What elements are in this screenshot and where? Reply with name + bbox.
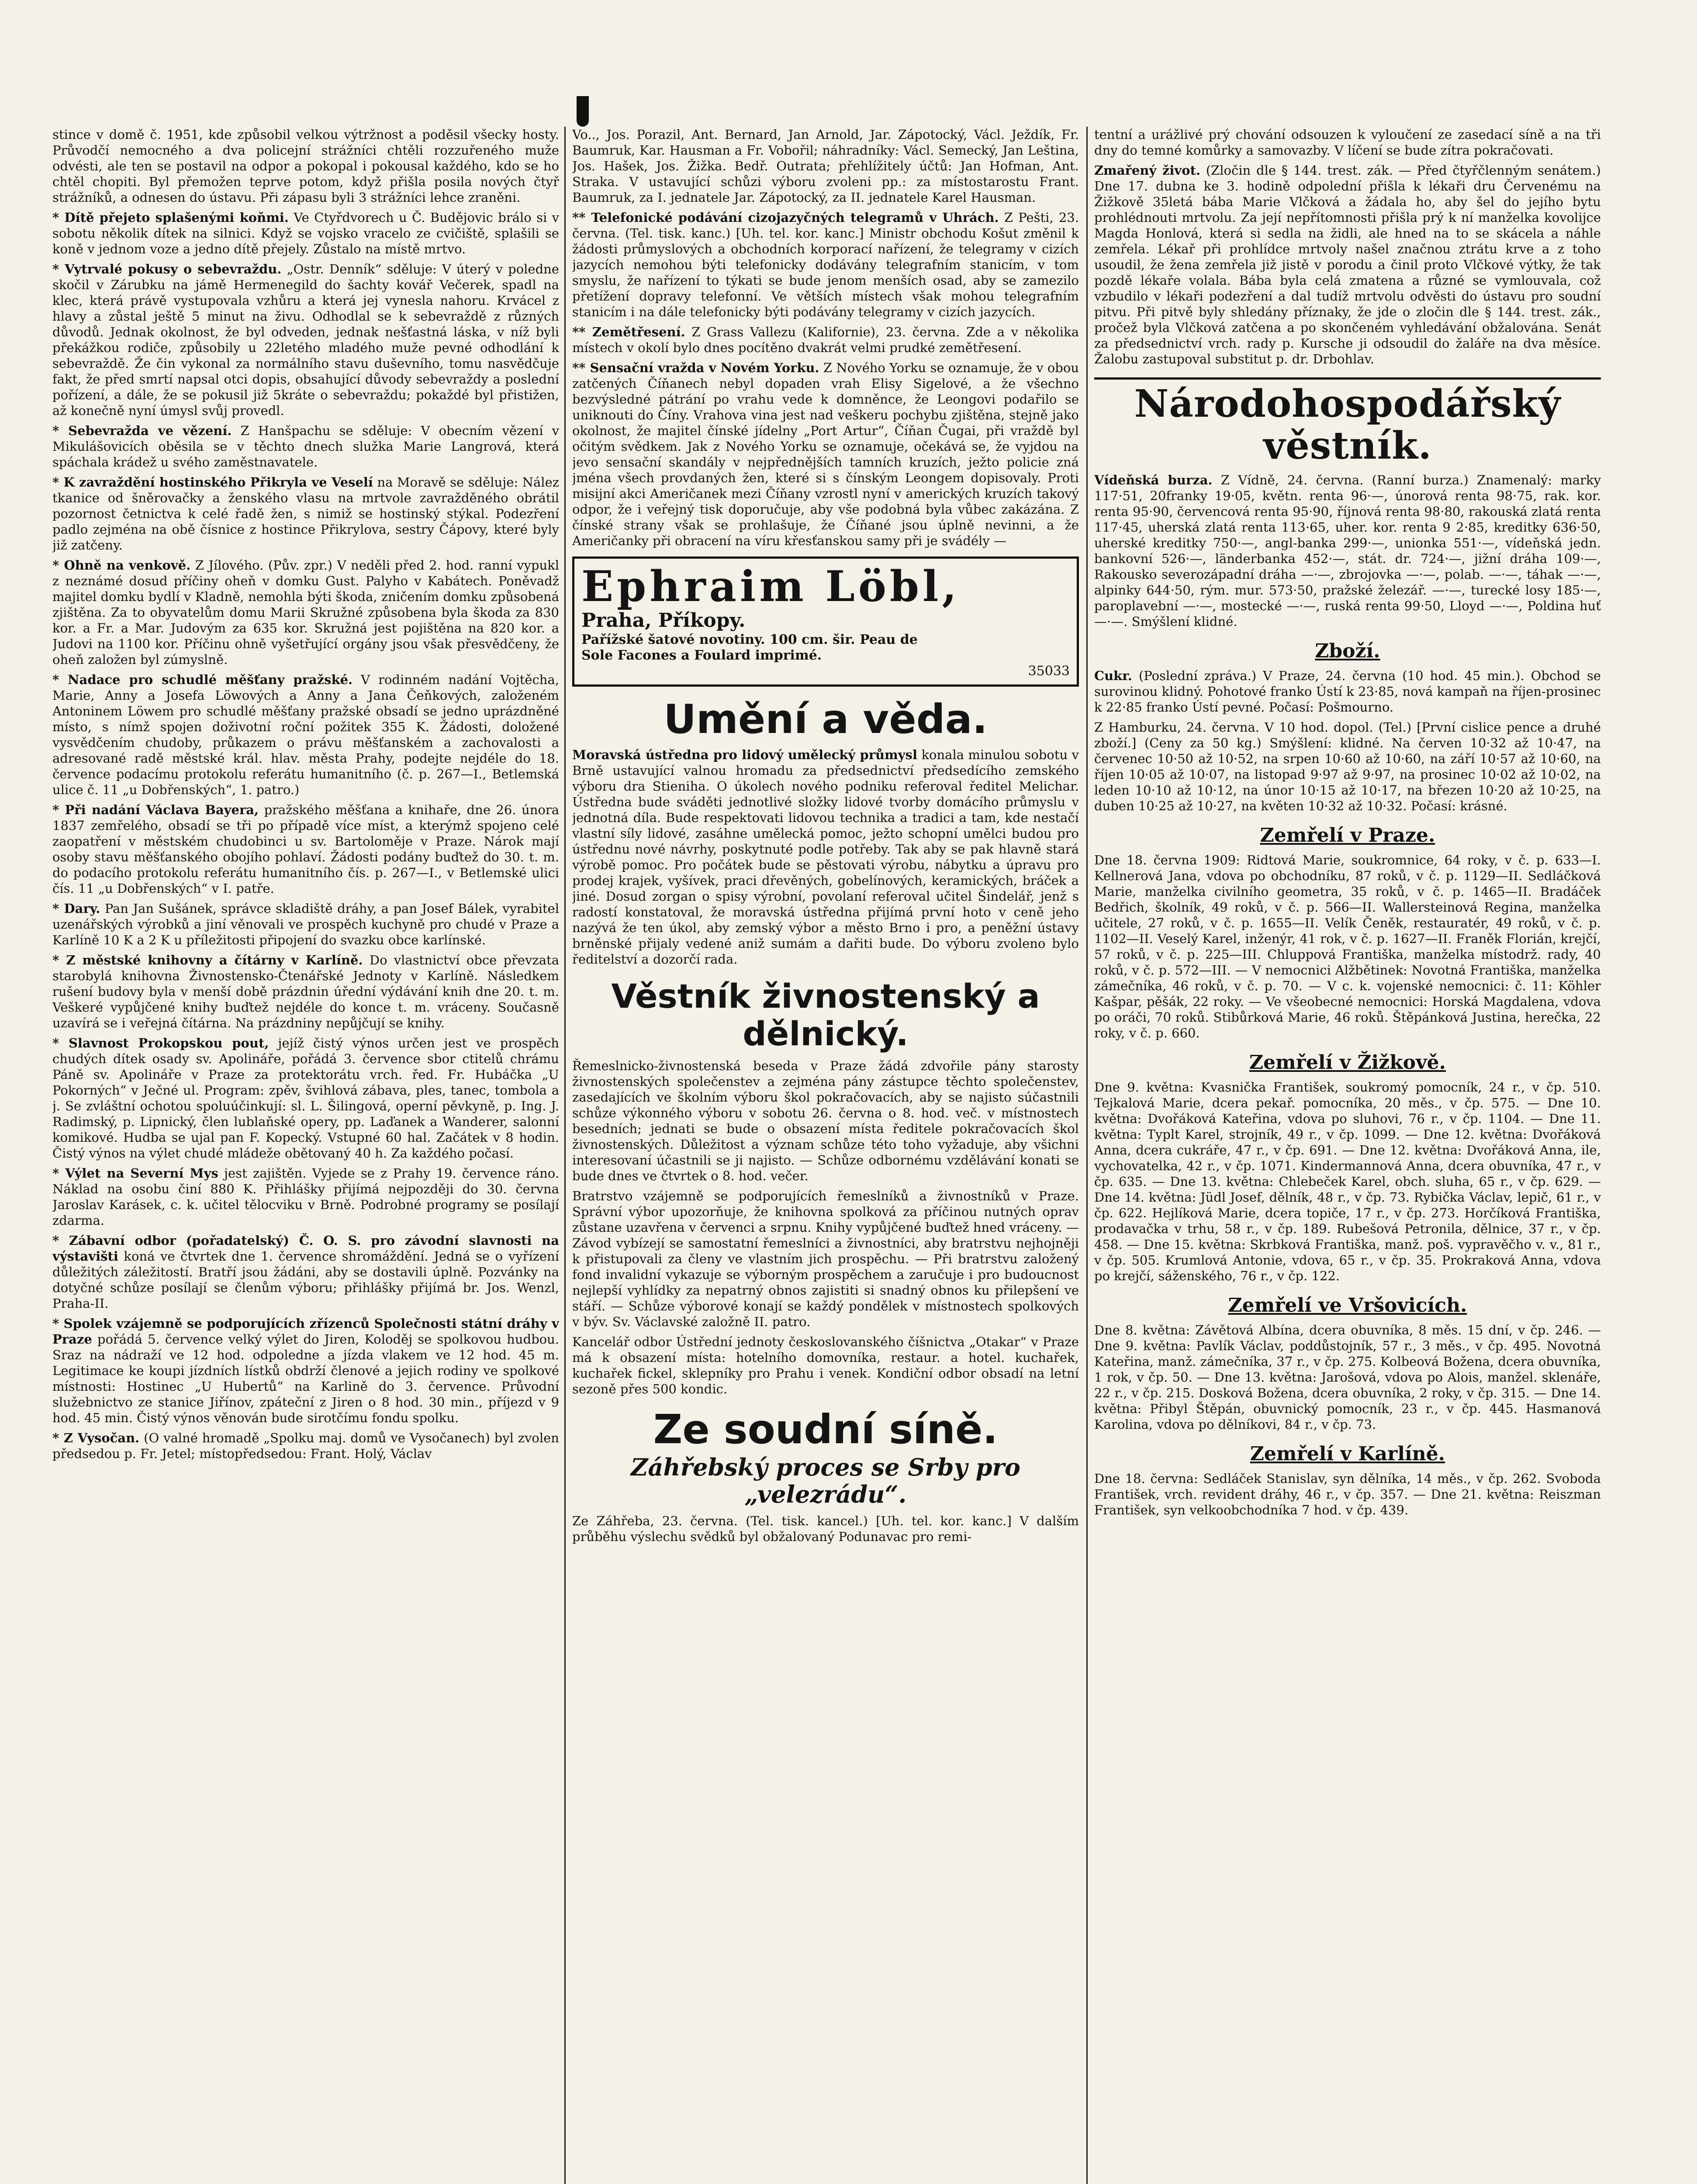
ad-name: Ephraim Löbl, [581,562,960,611]
article-lead: * Ohně na venkově. [52,558,191,573]
column-3-top-articles [1094,127,1601,367]
column-rule [1086,127,1088,2184]
article-paragraph [52,127,559,205]
article-lead: * Dítě přejeto splašenými koňmi. [52,210,289,225]
article-text: Kancelář odbor Ústřední jednoty českoslovanského číšnictva „Otakar“ v Praze má k obsazení místa: hotelního domovníka, restaur. a hotel. kuchařek, kuchařek fickel, sklepníky pro Prahu i venek. Kondiční odbor obsadí na letní sezoně přes 500 kondic. [572,1334,1079,1396]
article-paragraph [52,1165,559,1228]
article-paragraph [52,210,559,257]
article-text: konala minulou sobotu v Brně ustavující valnou hromadu za předsednictví předsedícího zemského výboru dra Stieniha. O úkolech nového podniku referoval ředitel Melichar. Ústředna bude sváděti jednotlivé složky lidové tvorby domácího průmyslu v jednotná díla. Bude respektovati lidovou technika a tradici a tam, kde nestačí vlastní síly lidové, zasáhne umělecká pomoc, ježto schopní umělci budou pro ústřednu nové návrhy, poskytnuté podle potřeby. Tak aby se pak hlavně stará výrobě pomoc. Pro počátek bude se pěstovati výrobu, nábytku a úpravu pro prodej krajek, vyšívek, praci dřevěných, gobelínových, keramických, bráček a jiné. Dosud zorgan o spisy výrobní, povolaní referoval učitel Šindelář, jenž s radostí konstatoval, že moravská ústředna přijímá první hoto v ceně jeho nazývá že ten úkol, aby zemský výbor a město Brno i pro, a peněžní ústavy brněnské přijaly vedené aniž sumám a dařiti bude. Do výboru zvoleno bylo ředitelství a dozorčí rada. [572,747,1079,967]
article-lead: * Výlet na Severní Mys [52,1166,218,1181]
article-text: pořádá 5. července velký výlet do Jiren, Koloděj se spolkovou hudbou. Sraz na nádraží ve 12 hod. odpoledne a jízda vlakem ve 12 hod. 45 m. Legitimace ke koupi jízdních lístků obdrží členové a jejich rodiny ve spolkové místnosti: Hostinec „U Hubertů“ na Karlině do 3. července. Průvodní služebnictvo ze stanice Jiřínov, zpáteční z Jiren o 8 hod. 30 min., příjezd v 9 hod. 45 min. Čistý výnos věnován bude sirotčímu fondu spolku. [52,1332,559,1425]
article-lead: * Z Vysočan. [52,1431,140,1445]
ad-place: Praha, Příkopy. [581,609,746,632]
column-1 [52,127,559,2184]
section-title-culture: Umění a věda. [664,696,988,743]
article-paragraph [52,261,559,418]
article-paragraph [52,952,559,1031]
article-paragraph [572,360,1079,549]
article-paragraph [572,1188,1079,1330]
article-lead: * Dary. [52,901,100,916]
article-text: pražského měšťana a knihaře, dne 26. února 1837 zemřelého, obsadí se tři po případě více míst, a kterýmž spojeno celé zaopatření v městském chudobinci u sv. Bartoloměje v Praze. Nárok mají osoby stavu měšťanského obojího pohlaví. Žádosti podány buďtež do 30. t. m. do podacího protokolu referátu humanitního čís. p. 267—I., v Betlemské ulici čís. 11 „u Dobřenských“ v I. patře. [52,802,559,896]
ad-code: 35033 [1028,663,1070,679]
article-text: V rodinném nadání Vojtěcha, Marie, Anny a Josefa Löwových a Anny a Jana Čeňkových, založeném Antoninem Löwem pro schudlé měšťany pražské obsadí se jedno uprázdněné místo, s nímž spojen doživotní roční požitek 355 K. Žádosti, doložené vysvědčením chudoby, průkazem o právu měšťanském a zachovalosti a adresované radě městské král. hlav. města Prahy, podejte nejdéle do 18. července podacímu protokolu referátu humanitního (č. p. 267—I., Betlemská ulice č. 11 „u Dobřenských“, 1. patro.) [52,672,559,797]
article-lead: ** Sensační vražda v Novém Yorku. [572,360,819,375]
section-title-praha: Zemřelí v Praze. [1260,824,1435,847]
article-paragraph [1094,162,1601,367]
article-paragraph [1094,127,1601,158]
article-lead: Moravská ústředna pro lidový umělecký průmysl [572,747,917,762]
article-text: Řemeslnicko-živnostenská beseda v Praze žádá zdvořile pány starosty živnostenských společenstev a zejména pány zástupce těchto společenstev, zasedajících ve školním výboru škol pokračovacích, aby se najisto súčastnili schůze výkonného výboru v sobotu 26. června o 8. hod. več. v místnostech besedních; jednati se bude o obsazení místa ředitele pokračovacích škol živnostenských. Důležitost a význam schůze této toho vyžaduje, aby všichni interesovaní účastnili se ji najisto. — Schůze odbornému vzdělávání konati se bude dnes ve čtvrtek o 8. hod. večer. [572,1058,1079,1183]
section-title-goods: Zboží. [1315,640,1380,662]
article-text: (O valné hromadě „Spolku maj. domů ve Vysočanech) byl zvolen předsedou p. Fr. Jetel; místopředsedou: Frant. Holý, Václav [52,1431,559,1461]
article-paragraph [1094,1322,1601,1432]
section-karlin-body [1094,1471,1601,1518]
article-text: Vo.., Jos. Porazil, Ant. Bernard, Jan Arnold, Jar. Zápotocký, Václ. Ježdík, Fr. Baumruk, Kar. Hausman a Fr. Vobořil; náhradníky: Václ. Semecký, Jan Leština, Jos. Hašek, Jos. Žižka. Bedř. Outrata; přehlížitely účtů: Jan Hofman, Ant. Straka. V ustavující schůzi výboru zvoleni pp.: za místostarostu Frant. Baumruk, za I. jednatele Jar. Zápotocký, za II. jednatele Karel Hausman. [572,127,1079,205]
article-paragraph [52,474,559,553]
article-paragraph [52,1316,559,1426]
article-text: Z Pešti, 23. června. (Tel. tisk. kanc.) [Uh. tel. kor. kanc.] Ministr obchodu Košut změnil k žádosti průmyslových a obchodních korporací nařízení, že telegramy v cizích jazycích nemohou býti telefonicky dodávány telegrafním stanicím, v tom smyslu, že nařízení to týkati se bude jenom menších osad, aby se zamezilo přetížení dopravy telefonní. Ve větších místech však mohou telegrafním stanicím i na dále telefonicky býti podávány telegramy v cizích jazycích. [572,210,1079,319]
ad-line-1: Pařížské šatové novotiny. 100 cm. šir. Peau de [581,632,918,647]
article-paragraph [572,1513,1079,1545]
article-paragraph [52,672,559,798]
section-economy-body [1094,472,1601,629]
section-title-trade: Věstník živnostenský a dělnický. [611,977,1040,1053]
section-trade-body [572,1058,1079,1397]
column-2-top-articles [572,127,1079,549]
article-text: Z Jílového. (Pův. zpr.) V neděli před 2. hod. ranní vypukl z neznámé dosud příčiny oheň v domku Gust. Palyho v Kabátech. Poněvadž majitel domku bydlí v Kladně, nemohla býti škoda, zničením domku způsobená zjištěna. Za to obyvatelům domu Marii Skružné způsobena byla škoda za 830 kor. a Fr. a Mar. Judovým za 635 kor. Skružná jest pojištěna na 820 kor. a Judovi na 1100 kor. Příčinu ohně vyšetřující orgány jsou však přesvědčeny, že oheň založen byl zúmyslně. [52,558,559,667]
article-text: tentní a urážlivé prý chování odsouzen k vyloučení ze zasedací síně a na tři dny do temné komůrky a samovazby. V líčení se bude zítra pokračovati. [1094,127,1601,158]
article-paragraph [52,557,559,667]
section-title-vrsovice: Zemřelí ve Vršovicích. [1228,1294,1467,1317]
article-lead: * Zábavní odbor (pořadatelský) Č. O. S. pro závodní slavnosti na výstavišti [52,1233,559,1264]
article-lead: Zmařený život. [1094,163,1201,178]
article-lead: Vídeňská burza. [1094,473,1213,487]
article-lead: ** Telefonické podávání cizojazyčných telegramů v Uhrách. [572,210,999,225]
article-paragraph [1094,719,1601,814]
article-text: koná ve čtvrtek dne 1. července shromáždění. Jedná se o vyřízení důležitých záležitostí. Bratří jsou žádáni, aby se dostavili úplně. Pozvánky na dotyčné schůze posílají se členům výboru; přihlášky přijímá br. Jos. Wenzl, Praha-II. [52,1249,559,1311]
article-lead: ** Zemětřesení. [572,325,685,339]
binding-mark [577,96,589,127]
article-text: Z Hamburku, 24. června. V 10 hod. dopol. (Tel.) [První cislice pence a druhé zboží.] (Ceny za 50 kg.) Smýšlení: klidné. Na červen 10·32 až 10·47, na červenec 10·50 až 10·52, na srpen 10·60 až 10·60, na září 10·57 až 10·60, na říjen 10·05 až 10·07, na listopad 9·97 až 9·97, na prosinec 10·02 až 10·02, na leden 10·10 až 10·12, na únor 10·15 až 10·17, na březen 10·20 až 10·25, na duben 10·25 až 10·27, na květen 10·32 až 10·32. Počasí: krásné. [1094,720,1601,813]
article-lead: * Spolek vzájemně se podporujících zřízenců Společnosti státní dráhy v Praze [52,1316,559,1347]
section-praha-body [1094,852,1601,1041]
article-lead: * Sebevražda ve vězení. [52,423,232,438]
article-text: Dne 9. května: Kvasnička František, soukromý pomocník, 24 r., v čp. 510. Tejkalová Marie, dcera pekař. pomocníka, 20 měs., v čp. 575. — Dne 10. května: Dvořáková Kateřina, vdova po sluhovi, 76 r., v čp. 1104. — Dne 11. května: Typlt Karel, strojník, 49 r., v čp. 1099. — Dne 12. května: Dvořáková Anna, dcera cukráře, 47 r., v čp. 691. — Dne 12. května: Dvořáková Anna, ile, vychovatelka, 42 r., v čp. 1071. Kindermannová Anna, dcera obuvníka, 47 r., v čp. 635. — Dne 13. května: Chlebeček Karel, obch. sluha, 65 r., v čp. 629. — Dne 14. května: Jüdl Josef, dělník, 48 r., v čp. 73. Rybička Václav, lepič, 61 r., v čp. 622. Hejlíková Marie, dcera topiče, 17 r., v čp. 273. Horčíková Františka, prodavačka v trhu, 58 r., v čp. 189. Rubešová Petronila, dělnice, 37 r., v čp. 458. — Dne 15. května: Skrbková Františka, manž. poš. vypravěčho v. v., 81 r., v čp. 505. Krumlová Antonie, vdova, 65 r., v čp. 35. Prokraková Anna, vdova po krejčí, sáženského, 76 r., v čp. 122. [1094,1080,1601,1283]
article-paragraph [52,1233,559,1311]
article-lead: Cukr. [1094,668,1132,683]
article-text: Ve Ctyřdvorech u Č. Budějovic brálo si v sobotu několik dítek na silnici. Když se vojsko vracelo ze cvičiště, splašili se koně v jednom voze a jedno dítě přejely. Zůstalo na místě mrtvo. [52,210,559,256]
article-lead: * Nadace pro schudlé měšťany pražské. [52,672,353,687]
article-paragraph [52,802,559,896]
article-text: Z Hanšpachu se sděluje: V obecním vězení v Mikulášovicích oběsila se v těchto dnech služka Marie Langrová, která spáchala krádež u svého zaměstnavatele. [52,423,559,470]
article-text: na Moravě se sděluje: Nález tkanice od šněrovačky a ženského vlasu na mrtvole zavražděného obrátil pozornost četnictva k celé řadě žen, s nimiž se hostinský stýkal. Podezření padlo zejména na obě čísnice z hostince Přikrylova, sestry Čápovy, které byly již zatčeny. [52,475,559,553]
article-text: (Poslední zpráva.) V Praze, 24. června (10 hod. 45 min.). Obchod se surovinou klidný. Pohotové franko Ústí k 23·85, nová kampaň na říjen-prosinec k 22·85 franko Ústí pevné. Počasí: Pošmourno. [1094,668,1601,715]
article-lead: * Z městské knihovny a čítárny v Karlíně. [52,953,363,968]
article-lead: * Vytrvalé pokusy o sebevraždu. [52,262,282,276]
article-paragraph [1094,668,1601,715]
article-text: Ze Záhřeba, 23. června. (Tel. tisk. kancel.) [Uh. tel. kor. kanc.] V dalším průběhu výslechu svědků byl obžalovaný Podunavac pro remi- [572,1514,1079,1544]
article-lead: * K zavraždění hostinského Přikryla ve Veselí [52,475,373,490]
article-paragraph [1094,1471,1601,1518]
section-title-court: Ze soudní síně. [653,1406,998,1453]
article-paragraph [572,1334,1079,1397]
article-text: stince v domě č. 1951, kde způsobil velkou výtržnost a poděsil všecky hosty. Průvodčí nemocného a dva policejní strážníci chtěli rozzuřeného muže odvésti, ale ten se postavil na odpor a pokopal i pokousal každého, kdo se ho chtěl chopiti. Byl přemožen teprve potom, když přišla posila nových čtyř strážníků, a odnesen do ústavu. Při zápasu byli 3 strážníci lehce zraněni. [52,127,559,205]
article-paragraph [1094,472,1601,629]
article-text: Dne 8. května: Závětová Albína, dcera obuvníka, 8 měs. 15 dní, v čp. 246. — Dne 9. května: Pavlík Václav, poddůstojník, 57 r., 3 měs., v čp. 495. Novotná Kateřina, manž. zámečníka, 37 r., v čp. 275. Kolbeová Božena, dcera obuvníka, 1 rok, v čp. 50. — Dne 13. května: Jarošová, vdova po Alois, manžel. sklenáře, 22 r., v čp. 215. Dosková Božena, dcera obuvníka, 2 roky, v čp. 315. — Dne 14. května: Přibyl Štěpán, obuvnický pomocník, 23 r., v čp. 445. Hasmanová Karolina, vdova po dělníkovi, 84 r., v čp. 73. [1094,1323,1601,1432]
article-paragraph [572,210,1079,320]
article-paragraph [1094,1079,1601,1284]
article-paragraph [52,1430,559,1462]
article-paragraph [572,127,1079,205]
column-3 [1094,127,1601,2184]
article-text: Z Vídně, 24. června. (Ranní burza.) Znamenalý: marky 117·51, 20franky 19·05, květn. renta 96·—, únorová renta 98·75, rak. kor. renta 95·90, červencová renta 95·90, říjnová renta 98·80, rakouská zlatá renta 117·45, uherská zlatá renta 113·65, uher. kor. renta 9 2·85, kreditky 636·50, uherské kreditky 750·—, angl-banka 299·—, unionka 551·—, vídeňská jedn. bankovní 526·—, länderbanka 452·—, stát. dr. 724·—, jižní dráha 109·—, Rakousko severozápadní dráha —·—, zbrojovka —·—, polab. —·—, táhak —·—, alpinky 644·50, rým. mur. 573·50, pražské železář. —·—, turecké losy 185·—, paroplavební —·—, mostecké —·—, ruská renta 99·50, Lloyd —·—, Poldina huť —·—. Smýšlení klidné. [1094,473,1601,629]
article-text: Dne 18. června 1909: Ridtová Marie, soukromnice, 64 roky, v č. p. 633—I. Kellnerová Jana, vdova po obchodníku, 87 roků, v č. p. 1129—II. Sedláčková Marie, manželka civilního geometra, 35 roků, v č. p. 1465—II. Bradáček Bedřich, školník, 49 roků, v č. p. 566—II. Wallersteinová Regina, manželka učitele, 27 roků, v č. p. 1655—II. Velík Čeněk, restauratér, 49 roků, v č. p. 1102—II. Veselý Karel, inženýr, 41 rok, v č. p. 1627—II. Franěk Florián, krejčí, 57 roků, v č. p. 225—III. Chluppová Františka, manželka místodrž. rady, 40 roků, v č. p. 572—III. — V nemocnici Alžbětinek: Novotná Františka, manželka zámečníka, 46 roků, v č. p. 70. — V c. k. vojenské nemocnici: č. 11: Köhler Kašpar, pěšák, 22 roky. — Ve všeobecné nemocnici: Horská Magdalena, vdova po oráči, 70 roků. Stibůrková Marie, 46 roků. Štěpánková Justina, herečka, 22 roky, v č. p. 660. [1094,853,1601,1040]
article-paragraph [1094,852,1601,1041]
article-lead: * Slavnost Prokopskou pout, [52,1036,269,1051]
article-text: Pan Jan Sušánek, správce skladiště dráhy, a pan Josef Bálek, vyrabitel uzenářských výrobků a jiní věnovali ve prospěch kuchyně pro chudé v Praze a Karlíně 10 K a 2 K u příležitosti připojení do svazku obce karlínské. [52,901,559,947]
column-2 [572,127,1079,2184]
article-text: jejíž čistý výnos určen jest ve prospěch chudých dítek osady sv. Apolináře, pořádá 3. července sbor ctitelů chrámu Páně sv. Apolináře v Praze za protektorátu vrch. řed. Fr. Hubáčka „U Pokorných“ v Ječné ul. Program: zpěv, švihlová zábava, ples, tanec, tombola a j. Se zvláštní ochotou spoluúčinkují: sl. L. Šilingová, operní pěvkyně, p. Ing. J. Radimský, p. Lipnický, člen lublaňské opery, pp. Laďanek a Wanderer, salonní komikové. Hudba se ujal pan F. Kopecký. Vstupné 60 hal. Začátek v 8 hodin. Čistý výnos na výlet chudé mládeže obětovaný 40 h. Za každého počasí. [52,1036,559,1161]
article-text: Z Grass Vallezu (Kalifornie), 23. června. Zde a v několika místech v okolí bylo dnes pocítěno dvakrát velmi prudké zemětřesení. [572,325,1079,355]
section-court-body [572,1513,1079,1545]
article-paragraph [52,423,559,470]
section-title-karlin: Zemřelí v Karlíně. [1250,1443,1445,1465]
section-title-economy: Národohospodářský věstník. [1094,377,1601,467]
column-rule [564,127,566,2184]
article-text: Dne 18. června: Sedláček Stanislav, syn dělníka, 14 měs., v čp. 262. Svoboda František, vrch. revident dráhy, 46 r., v čp. 357. — Dne 21. května: Reiszman František, syn velkoobchodníka 7 hod. v čp. 439. [1094,1471,1601,1517]
advertisement-box [572,556,1079,687]
article-paragraph [572,747,1079,967]
article-text: Do vlastnictví obce převzata starobylá knihovna Živnostensko-Čtenářské Jednoty v Karlíně. Následkem rušení budovy byla v menší době prázdnin úřední výdávání knih dne 20. t. m. Veškeré vypůjčené knihy buďtež nejdéle do konce t. m. vráceny. Současně uzavírá se i veřejná čítárna. Na prázdniny nepůjčují se knihy. [52,953,559,1030]
section-culture-body [572,747,1079,967]
article-paragraph [52,901,559,948]
section-title-zizkov: Zemřelí v Žižkově. [1249,1051,1446,1074]
section-zizkov-body [1094,1079,1601,1284]
article-text: (Zločin dle § 144. trest. zák. — Před čtyřčlenným senátem.) Dne 17. dubna ke 3. hodině odpolední přišla k lékaři dru Červenému na Žižkově 35letá bába Marie Vlčková a žádala ho, aby šel do jejího bytu prohlédnouti mrtvolu. Za její nepřítomnosti přišla prý k ní manželka kovolijce Magda Honlová, která si sedla na židli, ale hned na to se skácela a náhle zemřela. Lékař při prohlídce mrtvoly našel značnou ztrátu krve a z toho usoudil, že žena zemřela již jistě v porodu a činil proto Vlčkové výtky, že tak pozdě lékaře volala. Bába byla celá zmatena a různé se vymlouvala, což vzbudilo v lékaři podezření a dal tudíž mrtvolu odvěsti do ústavu pro soudní pitvu. Při pitvě byly shledány příznaky, že jde o zločin dle § 144. trest. zák., pročež byla Vlčková zatčena a po skončeném vyhledávání obžalována. Senát za předsednictví vrch. rady p. Kursche ji odsoudil do žaláře na dva měsíce. Žalobu zastupoval substitut p. dr. Drbohlav. [1094,163,1601,366]
ad-line-2: Sole Facones a Foulard imprimé. [581,648,822,663]
article-lead: * Při nadání Václava Bayera, [52,802,259,817]
article-paragraph [572,1058,1079,1184]
section-vrsovice-body [1094,1322,1601,1432]
section-goods-body [1094,668,1601,814]
article-text: Z Nového Yorku se oznamuje, že v obou zatčených Číňanech nebyl dopaden vrah Elisy Sigelové, a že všechno bezvýsledné pátrání po vrahu vede k domněnce, že Leongovi podařilo se uniknouti do Číny. Vrahova vina jest nad veškeru pochybu zjištěna, stejně jako okolnost, že majitel čínské jídelny „Port Artur“, Číňan Čugai, při vraždě byl očitým svědkem. Jak z Nového Yorku se oznamuje, očekává se, že vyjdou na jevo sensační skandály v nejpřednějších tamních kruzích, ježto policie zná jména všech provdaných žen, které si s čínským Leongem dopisovaly. Proti misijní akci Američanek mezi Číňany vzrostl nyní v amerických kruzích takový odpor, že i veřejný tisk doporučuje, aby vše podobná byla vůbec zakázána. Z čínské strany však se prohlašuje, že Číňané jsou úplně nevinni, a že Američanky při obracení na víru křesťanskou samy při je svádély — [572,360,1079,548]
section-subtitle-court: Záhřebský proces se Srby pro „velezrádu“. [630,1453,1021,1508]
article-paragraph [572,324,1079,356]
article-text: jest zajištěn. Vyjede se z Prahy 19. července ráno. Náklad na osobu činí 880 K. Přihlášky přijímá nejpozději do 30. června Jaroslav Karásek, c. k. učitel tělocviku v Brně. Podrobné programy se posílají zdarma. [52,1166,559,1228]
article-text: Bratrstvo vzájemně se podporujících řemeslníků a živnostníků v Praze. Správní výbor upozorňuje, že knihovna spolková za příčinou nutných oprav zůstane uzavřena v červenci a srpnu. Knihy vypůjčené buďtež hned vráceny. — Závod vybízejí se samostatní řemeslníci a živnostníci, aby bratrstvu nejhojněji k přistupovali za členy ve vlastním jich prospěchu. — Při bratrstvu založený fond invalidní vykazuje se výborným prospěchem a zaručuje i pro budoucnost nejlepší vyhlídky za nepatrný obnos zajistiti si snadný obnos ku přilepšení ve stáří. — Schůze výborové konají se každý pondělek v místnostech spolkových v býv. Sv. Václavské založně II. patro. [572,1189,1079,1329]
article-text: „Ostr. Denník“ sděluje: V úterý v poledne skočil v Zárubku na jámě Hermenegild do šachty kovář Večerek, spadl na klec, která právě vystupovala vzhůru a která jej vynesla nahoru. Krvácel z hlavy a zůstal ještě 5 minut na živu. Odhodlal se k sebevraždě z různých důvodů. Jednak okolnost, že byl odveden, jednak nešťastná láska, v níž byli překážkou rodiče, způsobily u 22letého mladého muže pevné odhodlání k sebevraždě. Že čin vykonal za normálního stavu duševního, tomu nasvědčuje fakt, že před smrtí napsal otci dopis, obsahující důvody sebevraždy a poslední pořízení, a dále, že se pokusil již 5kráte o sebevraždu; pokaždé byl přistižen, až konečně nyní úmysl svůj provedl. [52,262,559,418]
article-paragraph [52,1035,559,1161]
